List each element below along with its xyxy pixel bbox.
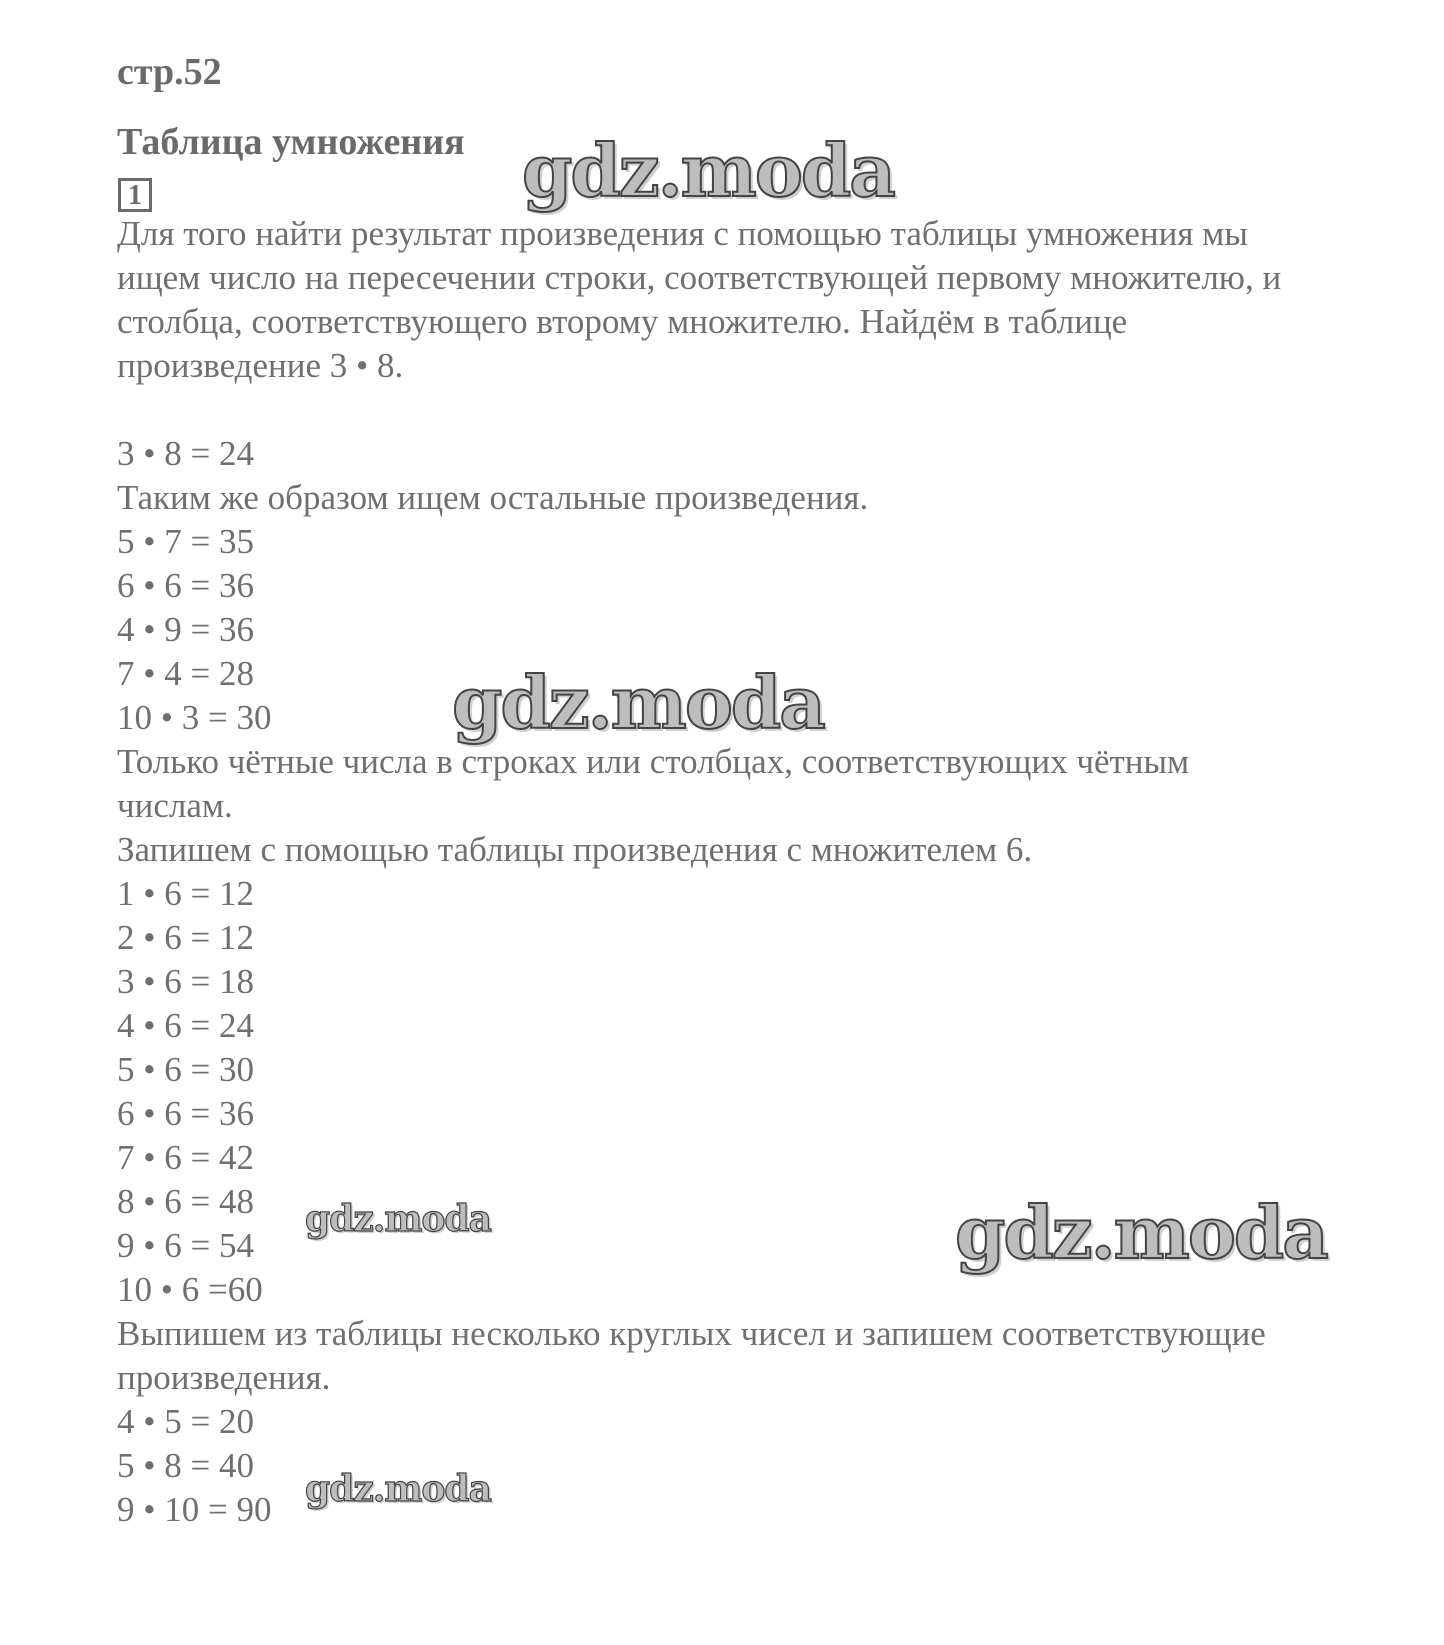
watermark: gdz.moda [955,1190,1327,1275]
equation-line: 4 • 6 = 24 [117,1006,254,1045]
text-line: столбца, соответствующего второму множителю. Найдём в таблице [117,302,1128,341]
equation-line: 10 • 3 = 30 [117,698,272,737]
equation-line: 1 • 6 = 12 [117,874,254,913]
equation-line: 3 • 8 = 24 [117,434,254,473]
equation-line: 10 • 6 =60 [117,1270,263,1309]
watermark: gdz.moda [452,660,824,745]
text-line: произведения. [117,1358,331,1397]
watermark: gdz.moda [305,1198,491,1240]
text-line: Таким же образом ищем остальные произведения. [117,478,869,517]
equation-line: 9 • 10 = 90 [117,1490,272,1529]
watermark: gdz.moda [522,128,894,213]
equation-line: 9 • 6 = 54 [117,1226,254,1265]
section-title: Таблица умножения [117,121,465,163]
text-line: Запишем с помощью таблицы произведения с множителем 6. [117,830,1033,869]
text-line: Выпишем из таблицы несколько круглых чисел и запишем соответствующие [117,1314,1266,1353]
equation-line: 4 • 9 = 36 [117,610,254,649]
equation-line: 6 • 6 = 36 [117,566,254,605]
equation-line: 5 • 7 = 35 [117,522,254,561]
equation-line: 7 • 4 = 28 [117,654,254,693]
equation-line: 5 • 8 = 40 [117,1446,254,1485]
task-number-badge: 1 [118,178,152,212]
watermark: gdz.moda [305,1468,491,1510]
text-line: произведение 3 • 8. [117,346,404,385]
equation-line: 6 • 6 = 36 [117,1094,254,1133]
page-label: стр.52 [117,51,222,93]
equation-line: 5 • 6 = 30 [117,1050,254,1089]
text-line: Только чётные числа в строках или столбцах, соответствующих чётным [117,742,1190,781]
text-line: ищем число на пересечении строки, соответствующей первому множителю, и [117,258,1282,297]
equation-line: 8 • 6 = 48 [117,1182,254,1221]
equation-line: 7 • 6 = 42 [117,1138,254,1177]
equation-line: 4 • 5 = 20 [117,1402,254,1441]
equation-line: 3 • 6 = 18 [117,962,254,1001]
equation-line: 2 • 6 = 12 [117,918,254,957]
text-line: Для того найти результат произведения с помощью таблицы умножения мы [117,214,1248,253]
text-line: числам. [117,786,233,825]
